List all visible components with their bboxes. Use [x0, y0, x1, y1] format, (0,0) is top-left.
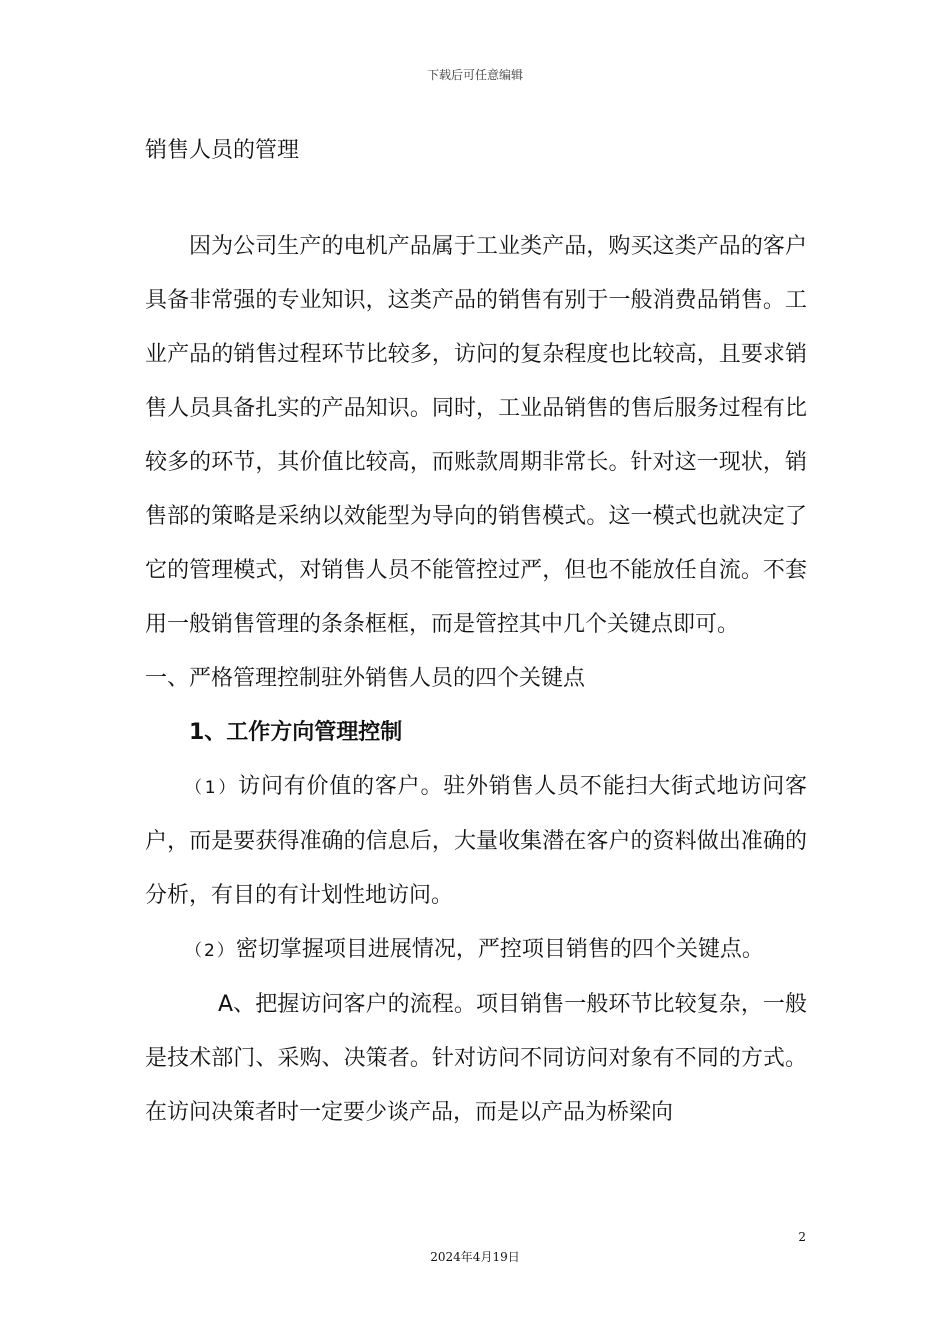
- list-item-1-marker: （1）: [185, 778, 239, 798]
- list-item-2: [145, 923, 807, 978]
- footer-date: 2024年4月19日: [430, 1250, 520, 1264]
- section-heading: 一、严格管理控制驻外销售人员的四个关键点: [145, 666, 586, 691]
- document-title: 销售人员的管理: [145, 138, 300, 163]
- list-item-2-marker: （2）: [185, 941, 236, 961]
- list-item-1-text: 访问有价值的客户。驻外销售人员不能扫大街式地访问客户，而是要获得准确的信息后，大量收集潜在客户的资料做出准确的分析，有目的有计划性地访问。: [145, 774, 807, 908]
- point-a-paragraph: A、把握访问客户的流程。项目销售一般环节比较复杂，一般是技术部门、采购、决策者。针对访问不同访问对象有不同的方式。在访问决策者时一定要少谈产品，而是以产品为桥梁向: [145, 992, 807, 1125]
- page-number: 2: [798, 1230, 806, 1244]
- list-item-2-text: 密切掌握项目进展情况，严控项目销售的四个关键点。: [235, 937, 764, 962]
- header-note: 下载后可任意编辑: [426, 68, 523, 82]
- subsection-heading: 1、工作方向管理控制: [189, 720, 403, 745]
- intro-paragraph: 因为公司生产的电机产品属于工业类产品，购买这类产品的客户具备非常强的专业知识，这类产品的销售有别于一般消费品销售。工业产品的销售过程环节比较多，访问的复杂程度也比较高，且要求销售人员具备扎实的产品知识。同时，工业品销售的售后服务过程有比较多的环节，其价值比较高，而账款周期非常长。针对这一现状，销售部的策略是采纳以效能型为导向的销售模式。这一模式也就决定了它的管理模式，对销售人员不能管控过严，但也不能放任自流。不套用一般销售管理的条条框框，而是管控其中几个关键点即可。: [145, 234, 807, 637]
- list-item-1: [145, 760, 807, 923]
- document-body: [145, 220, 807, 1140]
